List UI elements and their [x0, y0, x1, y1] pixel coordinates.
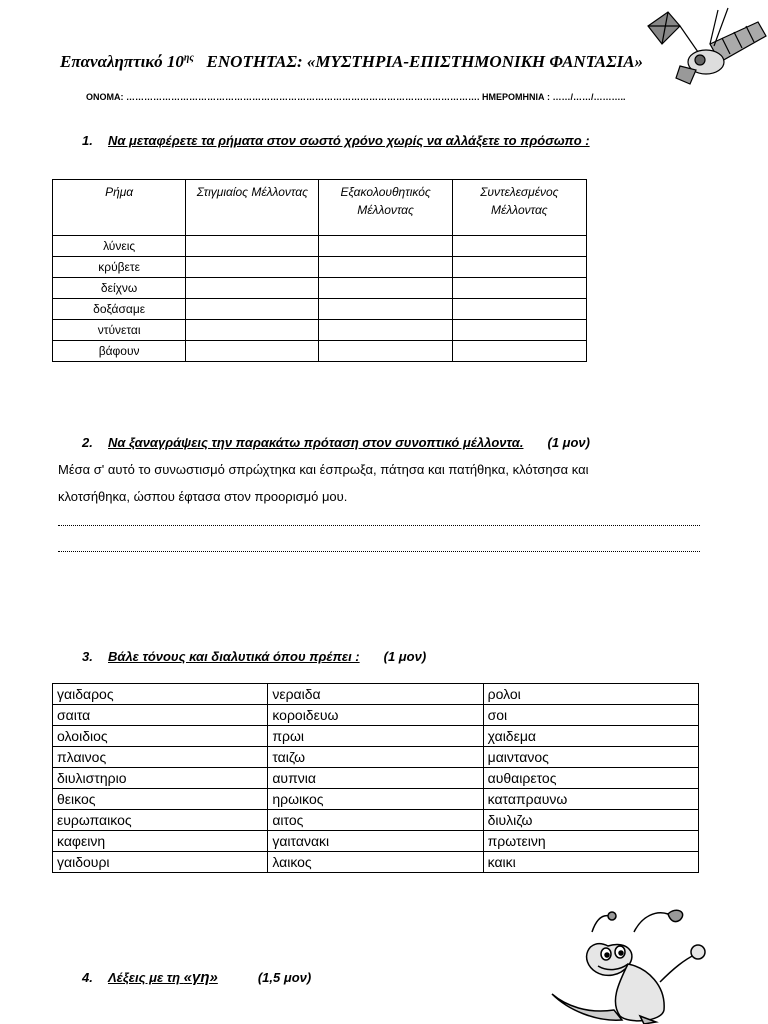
answer-cell[interactable] — [186, 236, 319, 257]
answer-cell[interactable] — [452, 257, 586, 278]
verb-tense-table — [52, 179, 587, 362]
question-3-number: 3. — [82, 649, 93, 664]
verb-cell: κρύβετε — [53, 257, 186, 278]
table-row — [53, 831, 699, 852]
answer-cell[interactable] — [452, 236, 586, 257]
verb-cell: βάφουν — [53, 341, 186, 362]
word-cell[interactable]: σοι — [483, 705, 698, 726]
word-cell[interactable]: πρωι — [268, 726, 483, 747]
question-4-word: «γη» — [183, 969, 218, 986]
question-4-points: (1,5 μον) — [257, 970, 312, 985]
word-cell[interactable]: διυλιζω — [483, 810, 698, 831]
question-1-number: 1. — [82, 133, 93, 148]
cartoon-creature-icon — [548, 906, 728, 1024]
table-row — [53, 852, 699, 873]
word-cell[interactable]: ευρωπαικος — [53, 810, 268, 831]
question-3-text: Βάλε τόνους και διαλυτικά όπου πρέπει : — [108, 649, 360, 664]
word-cell[interactable]: αυπνια — [268, 768, 483, 789]
question-1-text: Να μεταφέρετε τα ρήματα στον σωστό χρόνο χωρίς να αλλάξετε το πρόσωπο : — [108, 133, 590, 148]
word-cell[interactable]: διυλιστηριο — [53, 768, 268, 789]
answer-cell[interactable] — [452, 320, 586, 341]
word-cell[interactable]: σαιτα — [53, 705, 268, 726]
sentence-line-1: Μέσα σ' αυτό το συνωστισμό σπρώχτηκα και έσπρωξα, πάτησα και πατήθηκα, κλότσησα και — [58, 462, 589, 477]
word-cell[interactable]: κοροιδευω — [268, 705, 483, 726]
verb-cell: δείχνω — [53, 278, 186, 299]
word-cell[interactable]: χαιδεμα — [483, 726, 698, 747]
title-prefix: Επαναληπτικό 10 — [60, 52, 184, 71]
question-2-points: (1 μον) — [547, 435, 590, 450]
word-cell[interactable]: καφεινη — [53, 831, 268, 852]
table-row — [53, 726, 699, 747]
question-1 — [82, 133, 590, 148]
word-cell[interactable]: λαικος — [268, 852, 483, 873]
answer-cell[interactable] — [319, 236, 452, 257]
table-row — [53, 810, 699, 831]
word-cell[interactable]: γαιδουρι — [53, 852, 268, 873]
word-cell[interactable]: αιτος — [268, 810, 483, 831]
answer-cell[interactable] — [186, 257, 319, 278]
verb-cell: δοξάσαμε — [53, 299, 186, 320]
page-title — [60, 52, 643, 72]
answer-cell[interactable] — [452, 299, 586, 320]
question-2-text: Να ξαναγράψεις την παρακάτω πρόταση στον συνοπτικό μέλλοντα. — [108, 435, 524, 450]
question-4-text: Λέξεις με τη — [108, 970, 184, 985]
answer-cell[interactable] — [452, 341, 586, 362]
question-4-number: 4. — [82, 970, 93, 985]
header-simple-future: Στιγμιαίος Μέλλοντας — [186, 180, 319, 236]
question-2 — [82, 435, 590, 450]
answer-cell[interactable] — [319, 341, 452, 362]
question-3-points: (1 μον) — [383, 649, 427, 664]
table-row — [53, 684, 699, 705]
table-row — [53, 747, 699, 768]
answer-cell[interactable] — [319, 320, 452, 341]
answer-line-2[interactable] — [58, 550, 700, 552]
table-row — [53, 257, 587, 278]
word-cell[interactable]: καταπραυνω — [483, 789, 698, 810]
word-cell[interactable]: πρωτεινη — [483, 831, 698, 852]
answer-cell[interactable] — [319, 278, 452, 299]
word-cell[interactable]: ολοιδιος — [53, 726, 268, 747]
word-cell[interactable]: γαιτανακι — [268, 831, 483, 852]
header-verb: Ρήμα — [53, 180, 186, 236]
word-cell[interactable]: μαιντανος — [483, 747, 698, 768]
answer-cell[interactable] — [186, 299, 319, 320]
accents-table — [52, 683, 699, 873]
answer-cell[interactable] — [319, 257, 452, 278]
table-row — [53, 768, 699, 789]
header-continuous-future: Εξακολουθητικός Μέλλοντας — [319, 180, 452, 236]
word-cell[interactable]: γαιδαρος — [53, 684, 268, 705]
answer-line-1[interactable] — [58, 524, 700, 526]
word-cell[interactable]: αυθαιρετος — [483, 768, 698, 789]
answer-cell[interactable] — [319, 299, 452, 320]
word-cell[interactable]: καικι — [483, 852, 698, 873]
question-3 — [82, 649, 426, 664]
table-row — [53, 320, 587, 341]
question-2-number: 2. — [82, 435, 93, 450]
verb-cell: λύνεις — [53, 236, 186, 257]
verb-cell: ντύνεται — [53, 320, 186, 341]
name-field-label: ΟΝΟΜΑ: ………………………………………………………………………………………………………. — [86, 92, 480, 102]
header-perfect-future: Συντελεσμένος Μέλλοντας — [452, 180, 586, 236]
date-field-label: ΗΜΕΡΟΜΗΝΙΑ : ……/……/……….. — [482, 92, 626, 102]
answer-cell[interactable] — [186, 278, 319, 299]
table-header-row — [53, 180, 587, 236]
answer-cell[interactable] — [186, 341, 319, 362]
sentence-line-2: κλοτσήθηκα, ώσπου έφτασα στον προορισμό μου. — [58, 489, 348, 504]
table-row — [53, 789, 699, 810]
table-row — [53, 236, 587, 257]
question-4 — [82, 969, 311, 986]
word-cell[interactable]: νεραιδα — [268, 684, 483, 705]
word-cell[interactable]: πλαινος — [53, 747, 268, 768]
answer-cell[interactable] — [452, 278, 586, 299]
table-row — [53, 341, 587, 362]
table-row — [53, 278, 587, 299]
title-rest: ΕΝΟΤΗΤΑΣ: «ΜΥΣΤΗΡΙΑ-ΕΠΙΣΤΗΜΟΝΙΚΗ ΦΑΝΤΑΣΙΑ» — [206, 52, 644, 71]
answer-cell[interactable] — [186, 320, 319, 341]
word-cell[interactable]: ηρωικος — [268, 789, 483, 810]
satellite-icon — [640, 4, 768, 94]
word-cell[interactable]: ταιζω — [268, 747, 483, 768]
word-cell[interactable]: θεικος — [53, 789, 268, 810]
word-cell[interactable]: ρολοι — [483, 684, 698, 705]
table-row — [53, 299, 587, 320]
table-row — [53, 705, 699, 726]
title-superscript: ης — [183, 52, 194, 64]
